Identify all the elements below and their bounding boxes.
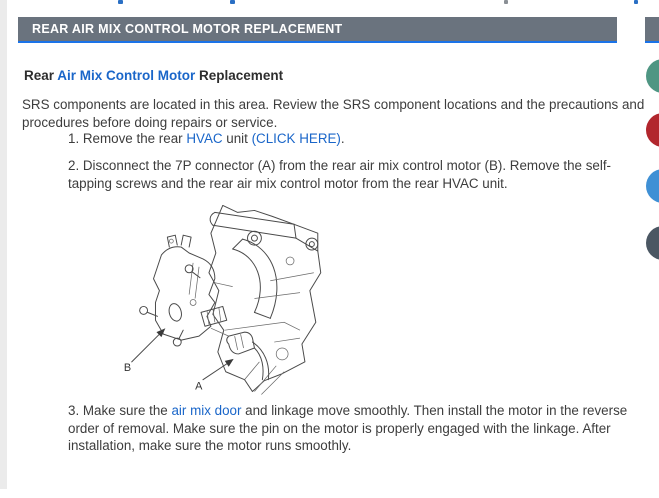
step-2 [68, 157, 611, 192]
page-title-post: Replacement [195, 68, 284, 83]
air-mix-control-motor-link[interactable]: Air Mix Control Motor [57, 68, 196, 83]
section-header-bar-clipped [645, 17, 659, 43]
page-title-pre: Rear [24, 68, 58, 83]
figure-label-b: B [123, 361, 132, 374]
step-2-line: 2. Disconnect the 7P connector (A) from the rear air mix control motor (B). Remove the self- [68, 158, 612, 173]
step-3-text: and linkage move smoothly. Then install the motor in the reverse [241, 403, 628, 418]
clipped-top-link-fragment [634, 0, 638, 4]
diagram-drawing [106, 203, 393, 397]
section-header-bar: REAR AIR MIX CONTROL MOTOR REPLACEMENT [18, 17, 617, 43]
clipped-top-link-fragment [230, 0, 235, 4]
step-3 [68, 402, 627, 455]
step-1 [68, 130, 345, 148]
figure-label-a: A [195, 380, 203, 393]
intro-line: procedures before doing repairs or service. [22, 114, 278, 130]
side-button-slate[interactable] [646, 226, 659, 260]
page-title [24, 68, 283, 83]
step-3-line [68, 402, 627, 420]
side-button-green[interactable] [646, 59, 659, 93]
step-1-text: . [340, 131, 345, 146]
step-2-line: tapping screws and the rear air mix control motor from the rear HVAC unit. [68, 175, 508, 191]
side-button-red[interactable] [646, 113, 659, 147]
air-mix-door-link[interactable]: air mix door [171, 403, 242, 418]
intro-paragraph [22, 96, 644, 131]
step-1-text: unit [222, 131, 252, 146]
step-3-text: 3. Make sure the [68, 403, 172, 418]
side-button-blue[interactable] [646, 169, 659, 203]
hvac-link[interactable]: HVAC [186, 131, 223, 146]
clipped-top-link-fragment [118, 0, 123, 4]
click-here-link[interactable]: (CLICK HERE) [251, 131, 341, 146]
air-mix-motor-diagram [106, 203, 393, 397]
step-1-text: 1. Remove the rear [68, 131, 187, 146]
step-3-line: installation, make sure the motor runs smoothly. [68, 438, 352, 454]
step-3-line: order of removal. Make sure the pin on the motor is properly engaged with the linkage. After [68, 420, 611, 436]
intro-line: SRS components are located in this area. Review the SRS component locations and the precautions and [22, 97, 645, 112]
left-gutter [0, 0, 7, 489]
clipped-top-link-fragment [504, 0, 508, 4]
